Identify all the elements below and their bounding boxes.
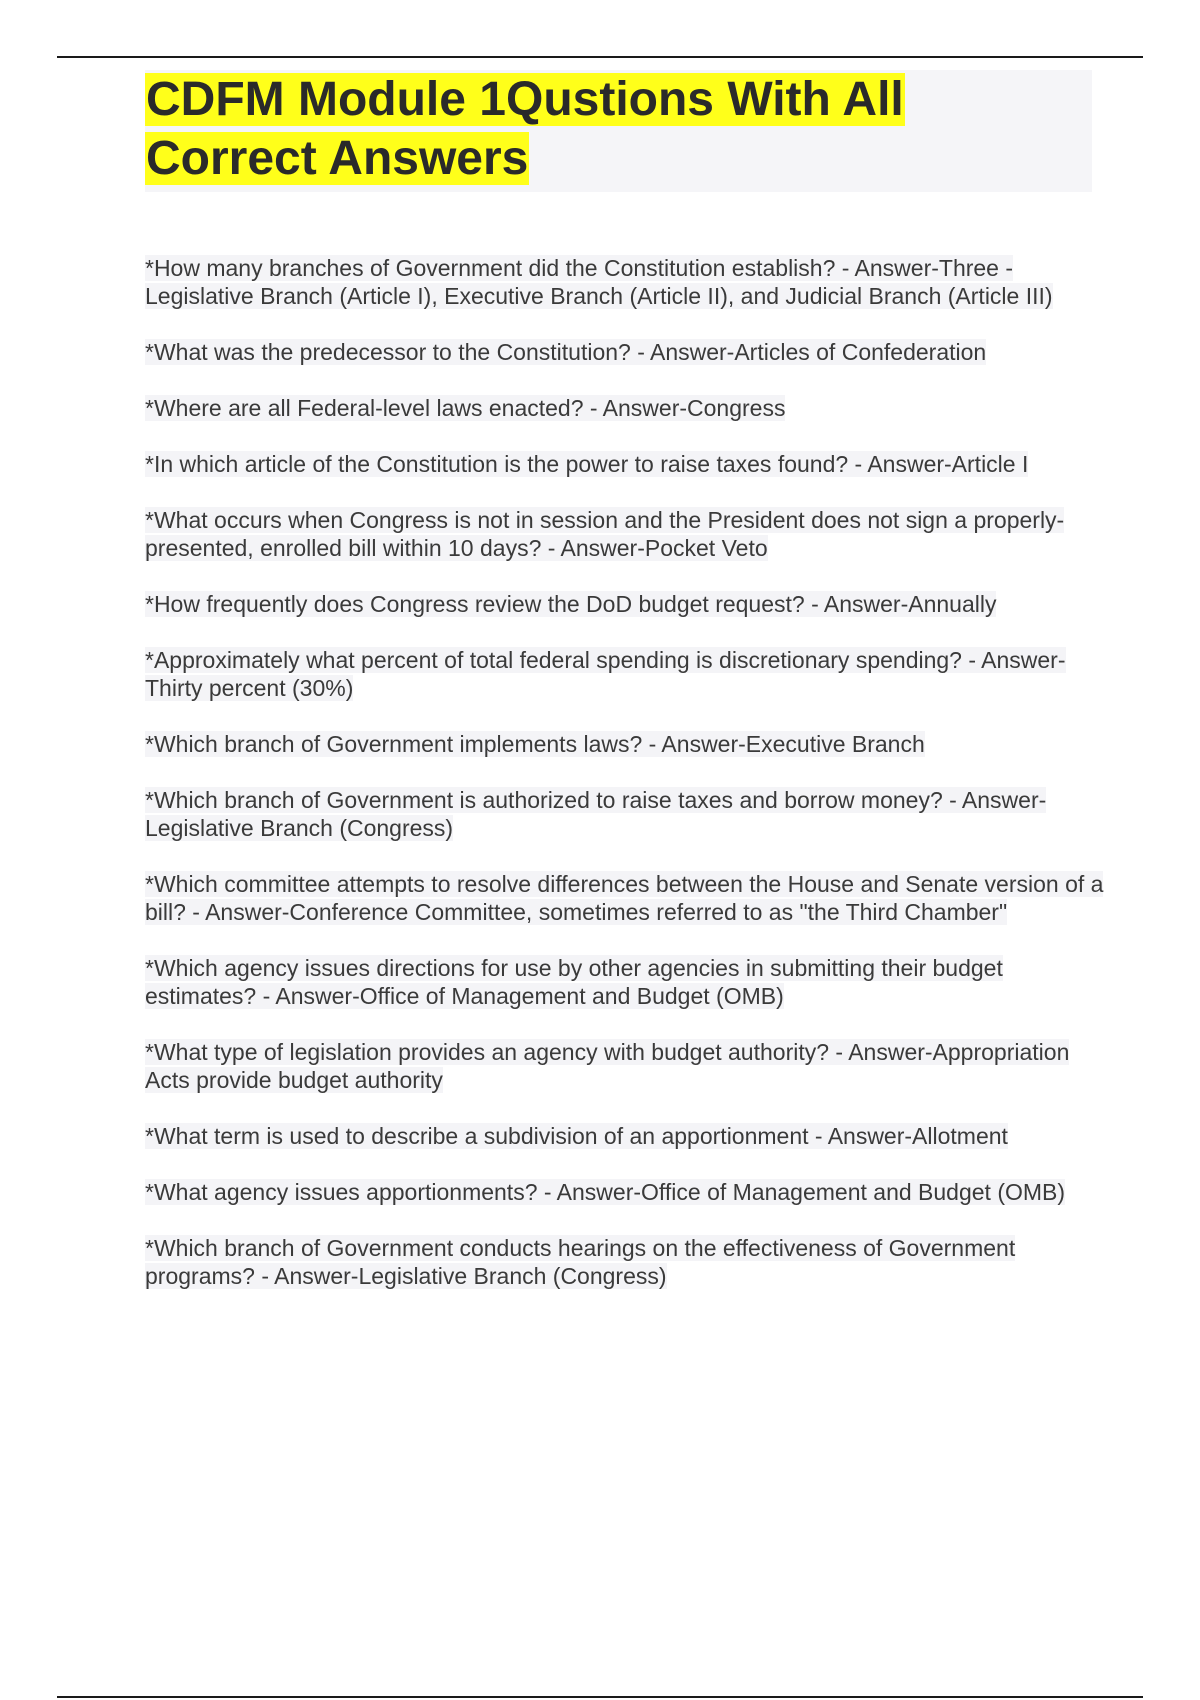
qa-list — [145, 254, 1105, 1318]
qa-text: *What was the predecessor to the Constitution? - Answer-Articles of Confederation — [145, 339, 987, 365]
qa-text: *Which committee attempts to resolve differences between the House and Senate version of a bill? - Answer-Conference Committee, sometimes referred to as "the Third Chamber" — [145, 871, 1104, 925]
qa-text: *Which branch of Government conducts hearings on the effectiveness of Government programs? - Answer-Legislative Branch (Congress) — [145, 1235, 1016, 1289]
qa-item — [145, 590, 1105, 618]
qa-text: *In which article of the Constitution is the power to raise taxes found? - Answer-Article I — [145, 451, 1029, 477]
qa-text: *What occurs when Congress is not in session and the President does not sign a properly-presented, enrolled bill within 10 days? - Answer-Pocket Veto — [145, 507, 1065, 561]
qa-item — [145, 506, 1105, 562]
qa-item — [145, 730, 1105, 758]
qa-item — [145, 1178, 1105, 1206]
qa-item — [145, 954, 1105, 1010]
qa-text: *What type of legislation provides an agency with budget authority? - Answer-Appropriation Acts provide budget authority — [145, 1039, 1070, 1093]
qa-text: *How many branches of Government did the Constitution establish? - Answer-Three - Legislative Branch (Article I), Executive Branch (Article II), and Judicial Branch (Article III) — [145, 255, 1053, 309]
title-block — [145, 70, 1092, 192]
qa-item — [145, 646, 1105, 702]
top-rule — [57, 56, 1143, 58]
qa-item — [145, 450, 1105, 478]
qa-text: *Which branch of Government implements laws? - Answer-Executive Branch — [145, 731, 925, 757]
qa-text: *Where are all Federal-level laws enacted? - Answer-Congress — [145, 395, 786, 421]
document-title — [145, 70, 1005, 188]
qa-item — [145, 338, 1105, 366]
qa-text: *Which branch of Government is authorized to raise taxes and borrow money? - Answer-Legislative Branch (Congress) — [145, 787, 1047, 841]
qa-text: *Which agency issues directions for use by other agencies in submitting their budget estimates? - Answer-Office of Management and Budget (OMB) — [145, 955, 1003, 1009]
qa-item — [145, 786, 1105, 842]
document-title-text: CDFM Module 1Qustions With All Correct Answers — [146, 73, 904, 185]
qa-item — [145, 254, 1105, 310]
qa-item — [145, 1122, 1105, 1150]
qa-text: *What agency issues apportionments? - Answer-Office of Management and Budget (OMB) — [145, 1179, 1066, 1205]
qa-item — [145, 870, 1105, 926]
qa-item — [145, 1234, 1105, 1290]
bottom-rule — [57, 1696, 1143, 1698]
qa-item — [145, 1038, 1105, 1094]
qa-text: *Approximately what percent of total federal spending is discretionary spending? - Answer-Thirty percent (30%) — [145, 647, 1066, 701]
qa-text: *How frequently does Congress review the DoD budget request? - Answer-Annually — [145, 591, 997, 617]
qa-item — [145, 394, 1105, 422]
qa-text: *What term is used to describe a subdivision of an apportionment - Answer-Allotment — [145, 1123, 1008, 1149]
